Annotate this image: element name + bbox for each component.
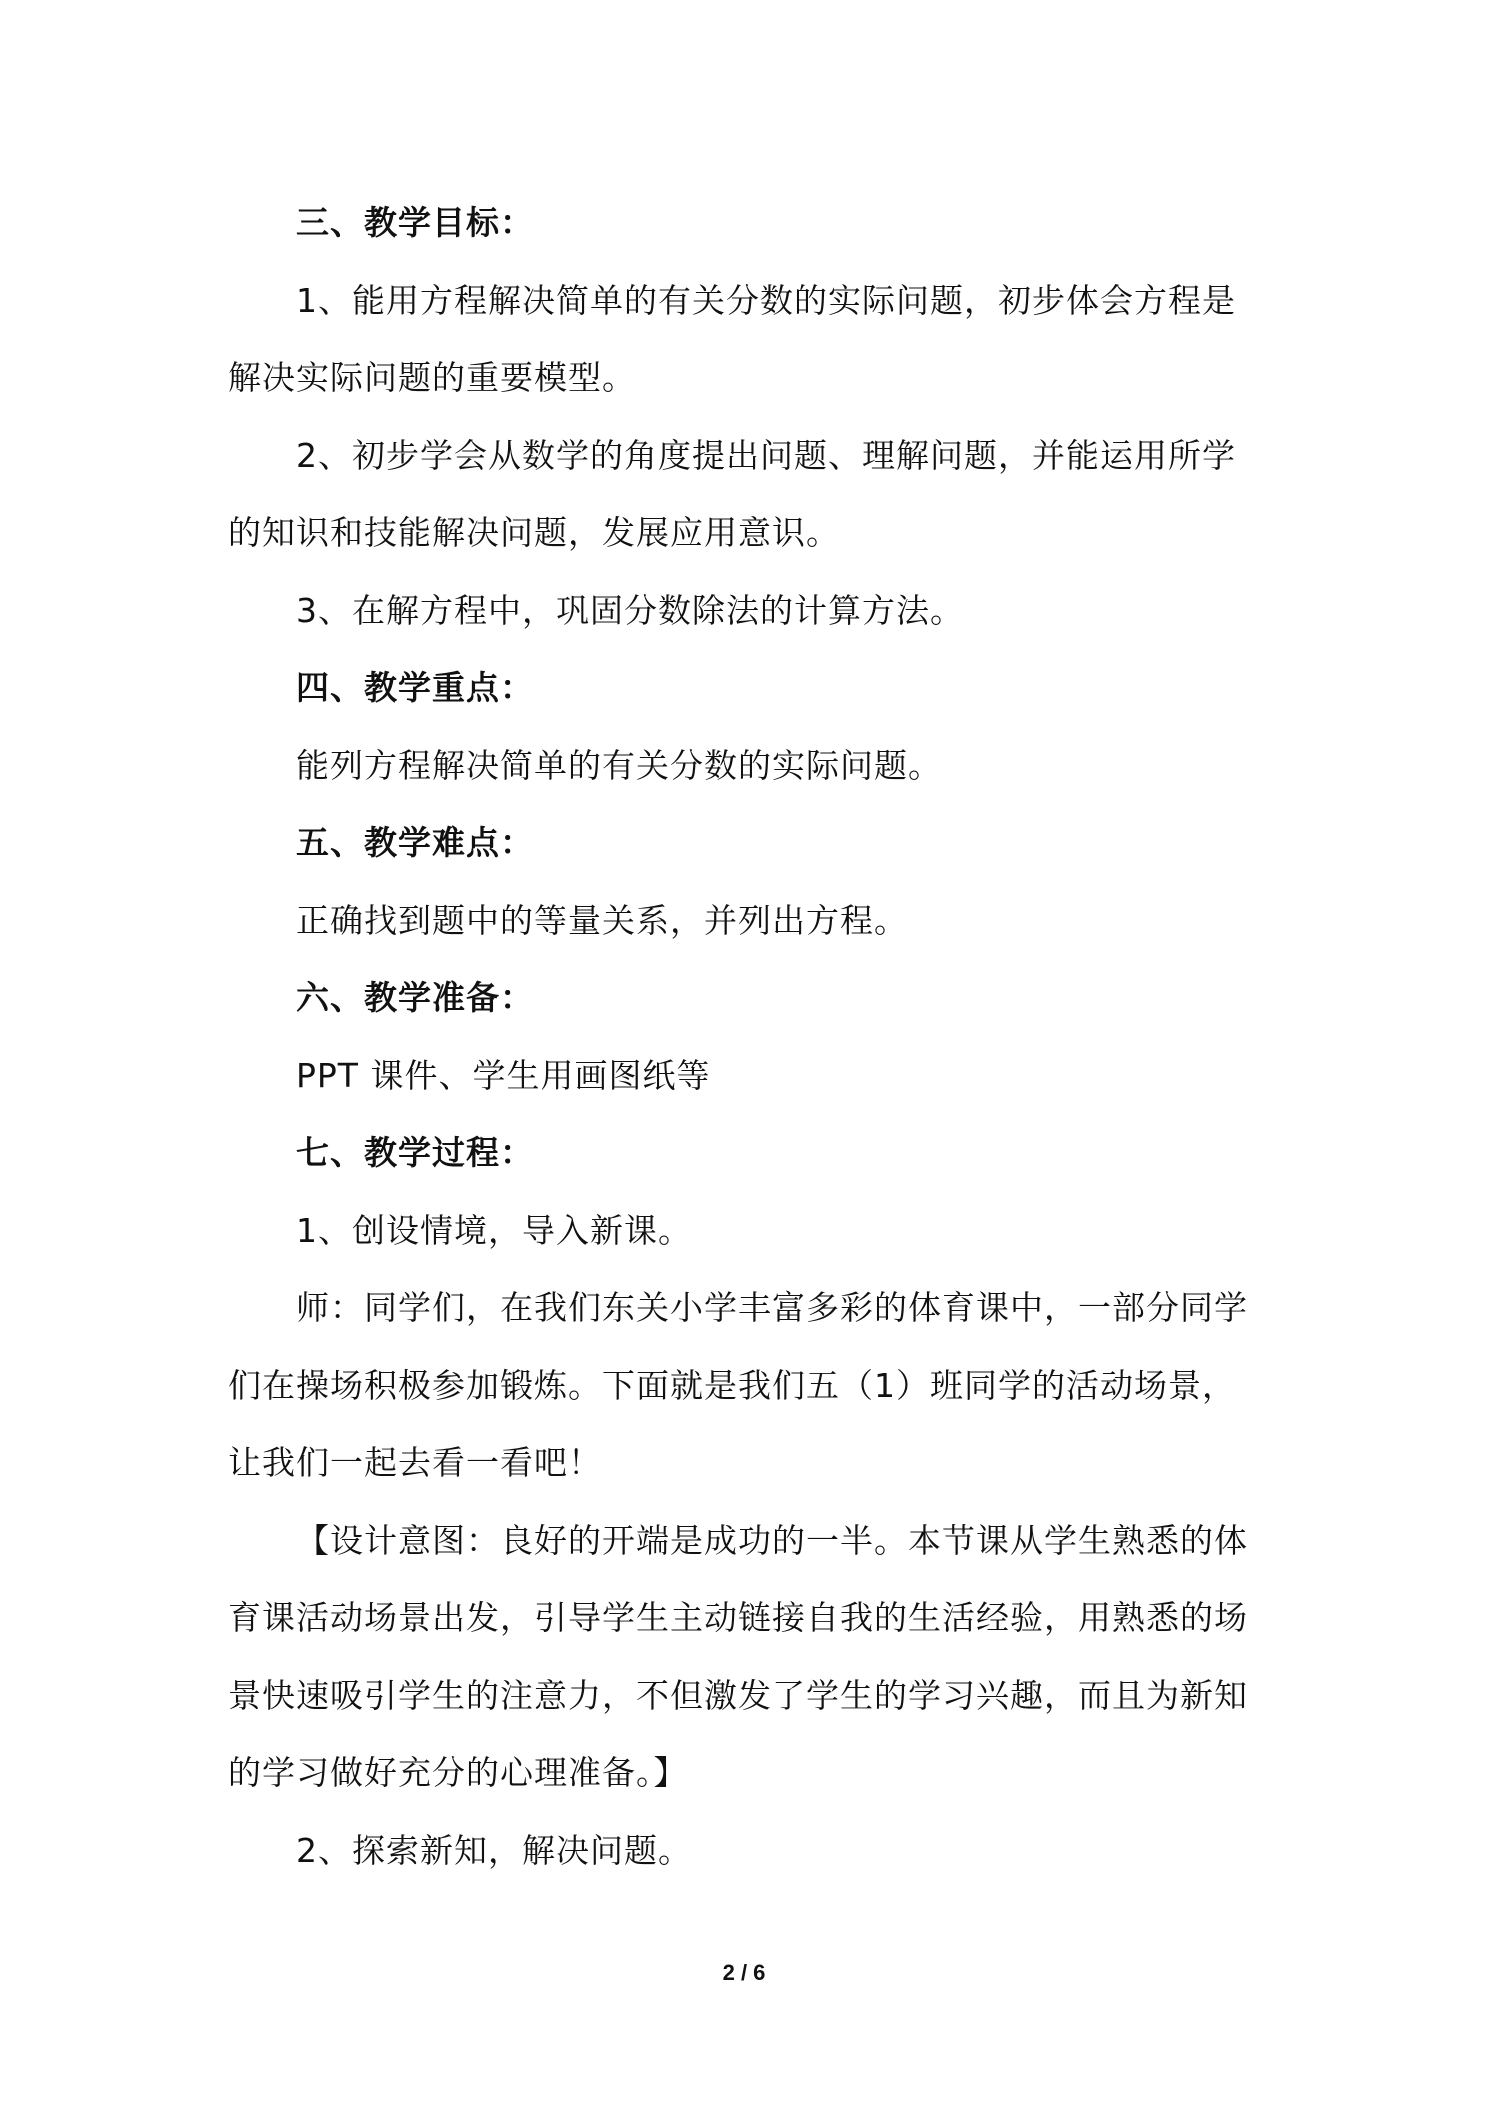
objective-2-line-1: 2、初步学会从数学的角度提出问题、理解问题，并能运用所学: [296, 436, 1236, 475]
teacher-speech-line-2: 们在操场积极参加锻炼。下面就是我们五（1）班同学的活动场景，: [228, 1366, 1236, 1405]
objective-3: 3、在解方程中，巩固分数除法的计算方法。: [296, 591, 964, 630]
design-intent-line-4: 的学习做好充分的心理准备。】: [228, 1753, 688, 1792]
process-step-2: 2、探索新知，解决问题。: [296, 1831, 692, 1870]
teacher-speech-line-1: 师：同学们，在我们东关小学丰富多彩的体育课中，一部分同学: [296, 1288, 1248, 1327]
process-step-1: 1、创设情境，导入新课。: [296, 1211, 692, 1250]
design-intent-line-3: 景快速吸引学生的注意力，不但激发了学生的学习兴趣，而且为新知: [228, 1676, 1248, 1715]
section-heading-preparation: 六、教学准备：: [296, 978, 534, 1017]
preparation-text: PPT 课件、学生用画图纸等: [296, 1056, 711, 1095]
section-heading-process: 七、教学过程：: [296, 1133, 534, 1172]
design-intent-line-2: 育课活动场景出发，引导学生主动链接自我的生活经验，用熟悉的场: [228, 1598, 1248, 1637]
design-intent-line-1: 【设计意图：良好的开端是成功的一半。本节课从学生熟悉的体: [296, 1521, 1248, 1560]
section-heading-objectives: 三、教学目标：: [296, 203, 534, 242]
teacher-speech-line-3: 让我们一起去看一看吧！: [228, 1443, 602, 1482]
difficulty-text: 正确找到题中的等量关系，并列出方程。: [296, 901, 908, 940]
section-heading-difficulties: 五、教学难点：: [296, 823, 534, 862]
objective-2-line-2: 的知识和技能解决问题，发展应用意识。: [228, 513, 840, 552]
key-point-text: 能列方程解决简单的有关分数的实际问题。: [296, 746, 942, 785]
page-number: 2 / 6: [722, 1960, 766, 1985]
objective-1-line-2: 解决实际问题的重要模型。: [228, 358, 636, 397]
section-heading-key-points: 四、教学重点：: [296, 668, 534, 707]
objective-1-line-1: 1、能用方程解决简单的有关分数的实际问题，初步体会方程是: [296, 281, 1236, 320]
